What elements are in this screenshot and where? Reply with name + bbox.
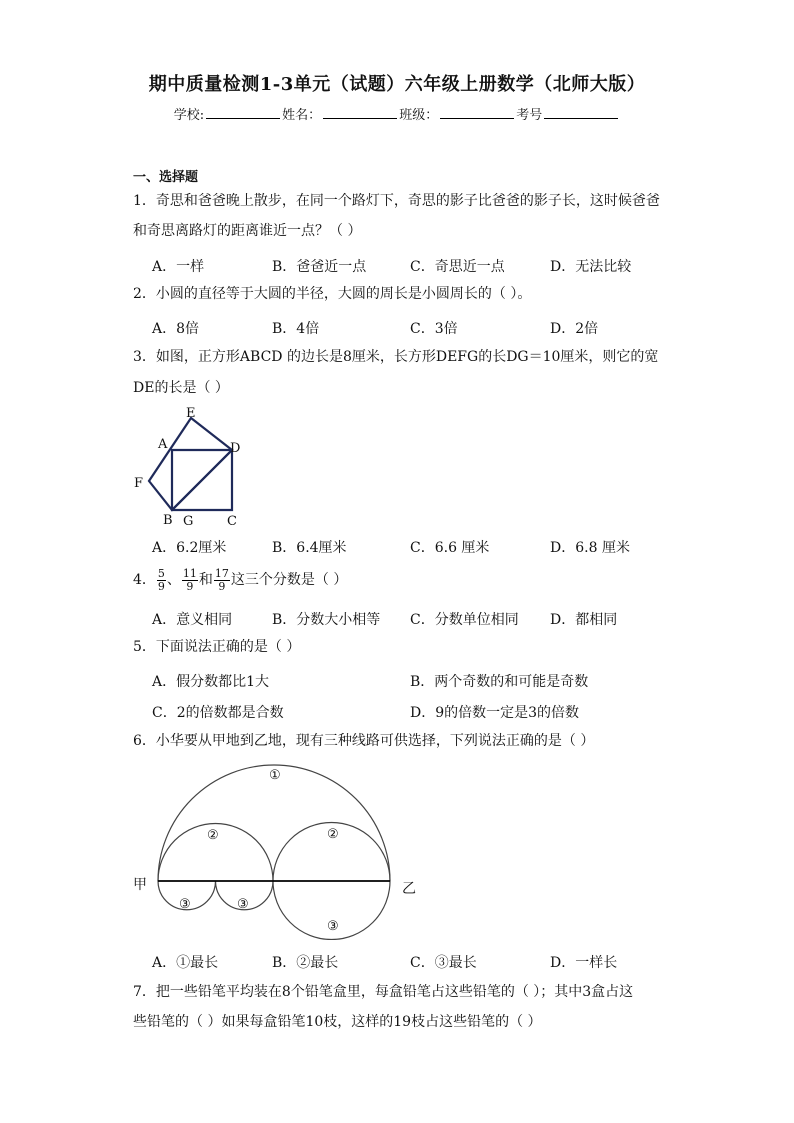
q4-option-d: D．都相同 <box>550 612 618 628</box>
question-4-line-1 <box>133 564 347 596</box>
label-d: D <box>230 441 241 456</box>
fraction-numerator: 11 <box>182 566 197 580</box>
q1-option-d: D．无法比较 <box>550 259 632 275</box>
question-5-line-1: 5．下面说法正确的是（ ） <box>133 639 301 655</box>
label-g: G <box>183 514 194 529</box>
q3-option-b: B．6.4厘米 <box>272 540 347 556</box>
q4-option-b: B．分数大小相等 <box>272 612 381 628</box>
class-blank <box>440 106 514 119</box>
q6-option-b: B．②最长 <box>272 955 339 971</box>
question-2-line-1: 2．小圆的直径等于大圆的半径，大圆的周长是小圆周长的（ ）。 <box>133 286 532 302</box>
fraction-numerator: 5 <box>157 566 165 580</box>
fraction-denominator: 9 <box>186 579 194 593</box>
question-1-line-1: 1．奇思和爸爸晚上散步，在同一个路灯下，奇思的影子比爸爸的影子长，这时候爸爸 <box>133 193 660 209</box>
q2-option-b: B．4倍 <box>272 321 320 337</box>
q2-option-a: A．8倍 <box>152 321 200 337</box>
q4-separator: 、 <box>166 572 181 588</box>
q2-option-d: D．2倍 <box>550 321 599 337</box>
segment-dg <box>172 450 232 510</box>
q3-option-d: D．6.8 厘米 <box>550 540 630 556</box>
question-1-line-2: 和奇思离路灯的距离谁近一点？（ ） <box>133 223 362 239</box>
school-label: 学校: <box>173 108 205 123</box>
question-3-line-1: 3．如图，正方形ABCD 的边长是8厘米，长方形DEFG的长DG＝10厘米，则它的宽 <box>133 349 659 365</box>
fraction-denominator: 9 <box>218 579 226 593</box>
square-rectangle-figure <box>128 400 248 535</box>
class-label: 班级： <box>399 108 439 123</box>
route-3-marker-2: ③ <box>237 897 249 912</box>
q6-option-d: D．一样长 <box>550 955 618 971</box>
q5-option-b: B．两个奇数的和可能是奇数 <box>410 674 589 690</box>
q3-option-a: A．6.2厘米 <box>152 540 227 556</box>
school-blank <box>206 106 280 119</box>
document-title: 期中质量检测1-3单元（试题）六年级上册数学（北师大版） <box>148 74 646 95</box>
q1-option-b: B．爸爸近一点 <box>272 259 367 275</box>
q1-option-c: C．奇思近一点 <box>410 259 505 275</box>
question-3-line-2: DE的长是（ ） <box>133 380 229 396</box>
number-blank <box>544 106 618 119</box>
fraction-11-9 <box>182 568 198 593</box>
name-blank <box>323 106 397 119</box>
q4-prefix: 4． <box>133 572 156 588</box>
q1-option-a: A．一样 <box>152 259 205 275</box>
q4-and: 和 <box>198 572 213 588</box>
question-6-line-1: 6．小华要从甲地到乙地，现有三种线路可供选择，下列说法正确的是（ ） <box>133 733 595 749</box>
route-semicircle-figure <box>128 755 428 940</box>
label-a: A <box>158 437 168 452</box>
q4-suffix: 这三个分数是（ ） <box>230 572 348 588</box>
q6-option-c: C．③最长 <box>410 955 477 971</box>
label-f: F <box>134 476 144 491</box>
name-label: 姓名： <box>282 108 322 123</box>
label-b: B <box>163 513 173 528</box>
number-label: 考号 <box>516 108 543 123</box>
route-2-marker-right: ② <box>327 827 339 842</box>
q2-option-c: C．3倍 <box>410 321 458 337</box>
fraction-denominator: 9 <box>157 579 165 593</box>
label-c: C <box>227 514 237 529</box>
q4-option-c: C．分数单位相同 <box>410 612 519 628</box>
q4-option-a: A．意义相同 <box>152 612 233 628</box>
label-e: E <box>186 406 196 421</box>
question-7-line-2: 些铅笔的（ ）如果每盒铅笔10枝，这样的19枝占这些铅笔的（ ） <box>133 1014 542 1030</box>
question-7-line-1: 7．把一些铅笔平均装在8个铅笔盒里，每盒铅笔占这些铅笔的（ ）；其中3盒占这 <box>133 984 634 1000</box>
route-1-marker: ① <box>269 768 281 783</box>
route-3-marker-1: ③ <box>179 897 191 912</box>
q5-option-c: C．2的倍数都是合数 <box>152 705 284 721</box>
fraction-numerator: 17 <box>214 566 229 580</box>
route-3-marker-3: ③ <box>327 919 339 934</box>
q5-option-d: D．9的倍数一定是3的倍数 <box>410 705 580 721</box>
section-title: 一、选择题 <box>133 170 199 185</box>
route-2-marker-left: ② <box>207 828 219 843</box>
q3-option-c: C．6.6 厘米 <box>410 540 490 556</box>
student-info-line <box>0 104 794 123</box>
fraction-17-9 <box>214 568 230 593</box>
q5-option-a: A．假分数都比1大 <box>152 674 270 690</box>
start-label-jia: 甲 <box>133 877 147 893</box>
end-label-yi: 乙 <box>402 881 416 897</box>
q6-option-a: A．①最长 <box>152 955 219 971</box>
fraction-5-9 <box>157 568 166 593</box>
